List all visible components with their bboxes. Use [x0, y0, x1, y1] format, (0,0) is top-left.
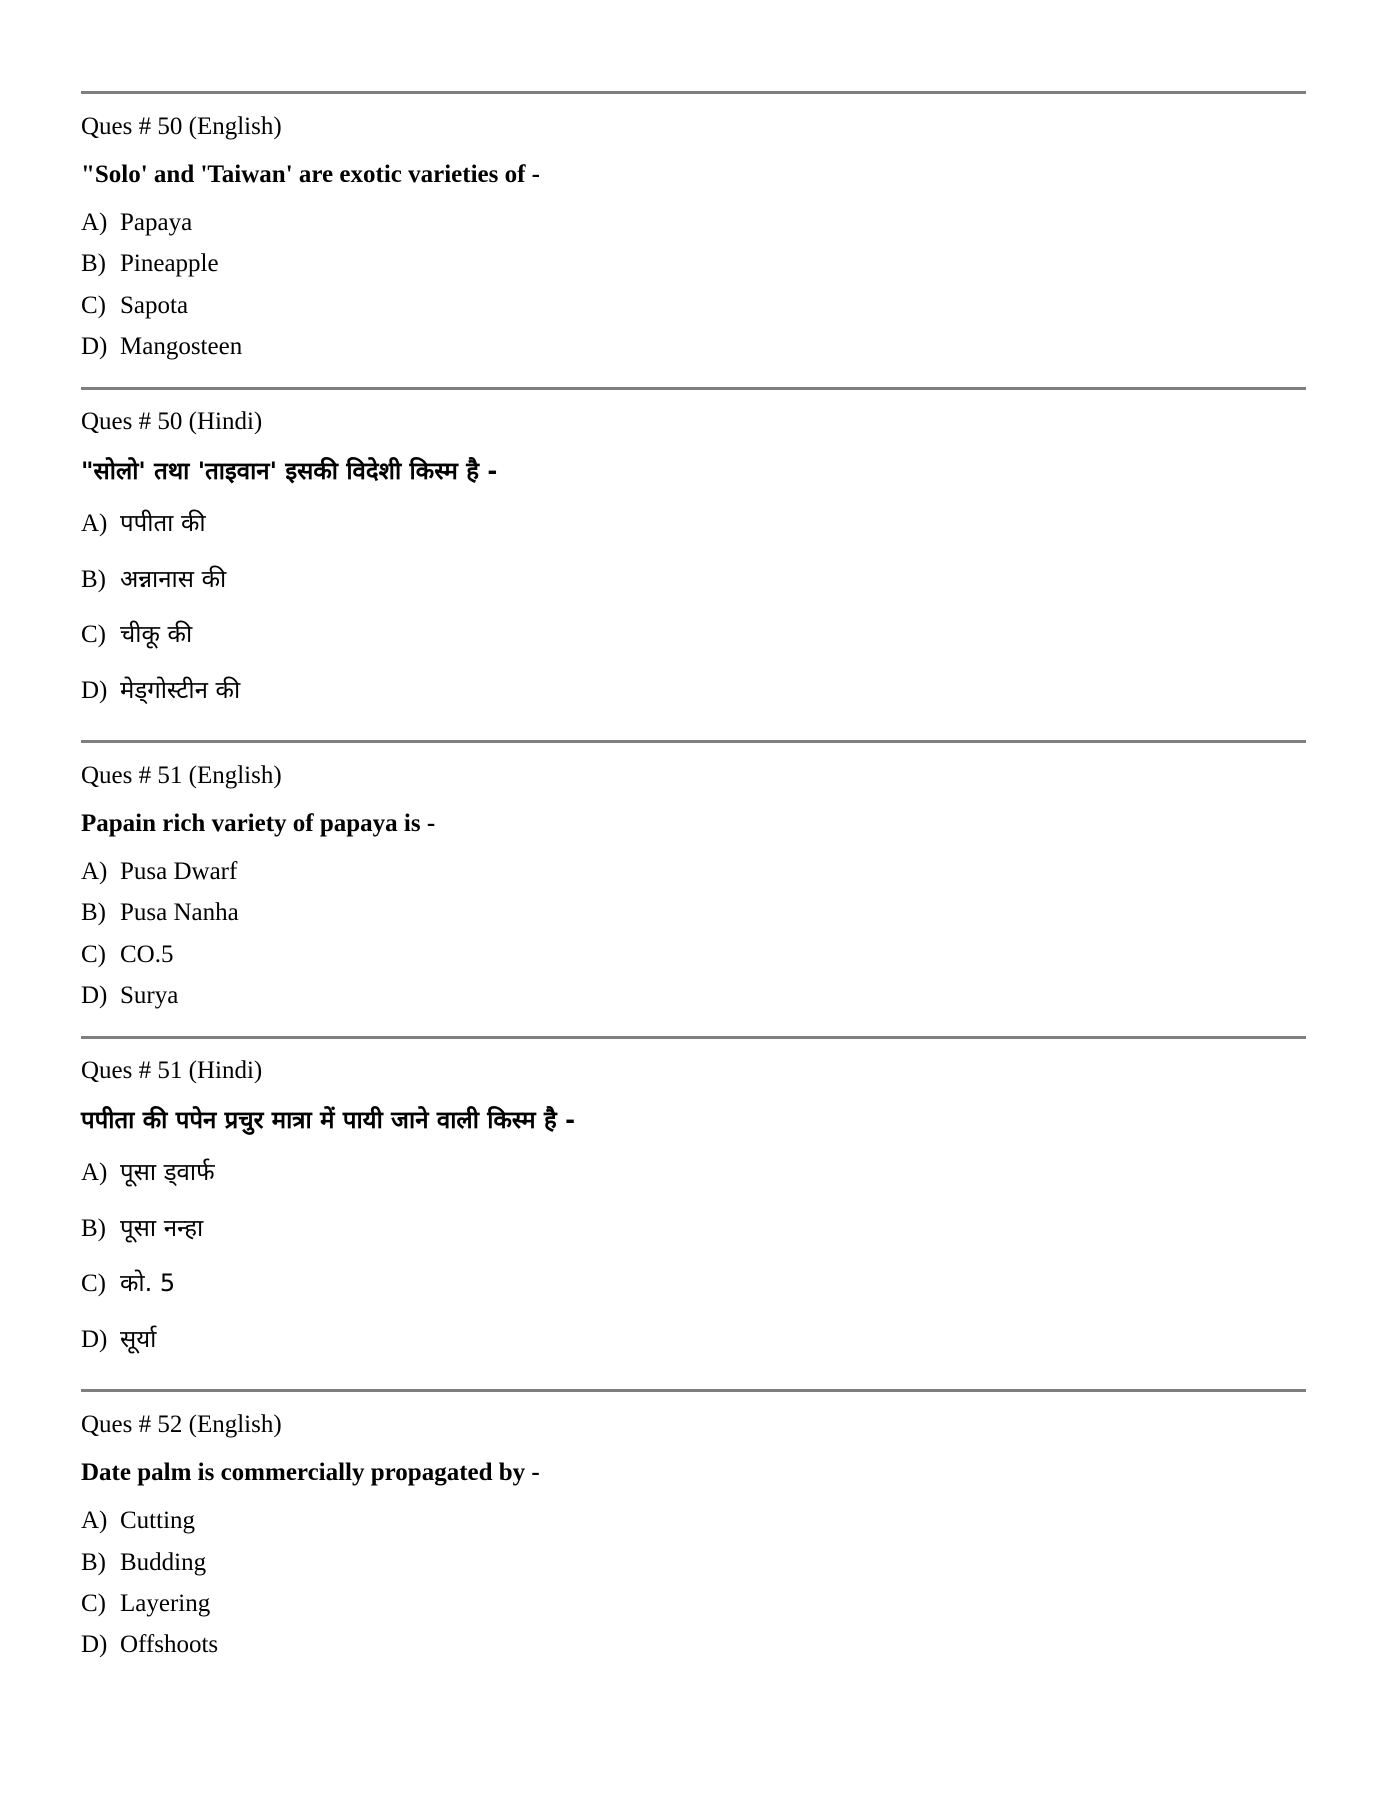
option-c [81, 940, 1306, 981]
option-text: Layering [120, 1589, 211, 1617]
question-text: "सोलो' तथा 'ताइवान' इसकी विदेशी किस्म है - [81, 457, 498, 486]
question-header: Ques # 51 (English) [81, 762, 282, 790]
option-letter: A) [81, 209, 108, 236]
option-b [81, 249, 1306, 290]
option-list [81, 1506, 1306, 1685]
option-text: Pusa Nanha [120, 899, 239, 927]
option-d [81, 332, 1306, 373]
option-letter: A) [81, 510, 108, 538]
option-text: Surya [120, 982, 179, 1010]
option-c [81, 617, 1306, 673]
option-a [81, 857, 1306, 898]
option-text: मेड्गोस्टीन की [120, 675, 241, 704]
question-block [81, 1036, 1306, 1389]
option-list [81, 506, 1306, 740]
option-text: पूसा ड्वार्फ [120, 1158, 215, 1187]
option-text: Pineapple [120, 250, 219, 278]
option-c [81, 1589, 1306, 1630]
option-letter: C) [81, 1589, 106, 1617]
question-header: Ques # 50 (Hindi) [81, 408, 263, 436]
question-text: "Solo' and 'Taiwan' are exotic varieties of - [81, 161, 540, 188]
option-b [81, 1548, 1306, 1589]
option-text: चीकू की [120, 620, 193, 649]
question-block [81, 740, 1306, 1036]
option-c [81, 291, 1306, 332]
option-letter: D) [81, 332, 108, 360]
option-letter: C) [81, 940, 106, 968]
option-letter: C) [81, 1270, 106, 1298]
question-text: Date palm is commercially propagated by - [81, 1459, 540, 1487]
option-text: Papaya [120, 209, 193, 236]
option-letter: A) [81, 858, 108, 886]
question-text: Papain rich variety of papaya is - [81, 810, 436, 838]
option-text: पूसा नन्हा [120, 1213, 204, 1242]
question-header: Ques # 51 (Hindi) [81, 1057, 263, 1085]
option-text: Offshoots [120, 1631, 219, 1659]
option-text: Budding [120, 1548, 207, 1576]
option-letter: A) [81, 1159, 108, 1187]
option-text: Pusa Dwarf [120, 858, 238, 886]
option-text: Mangosteen [120, 332, 243, 360]
option-letter: B) [81, 565, 106, 593]
option-letter: B) [81, 899, 106, 927]
option-text: Sapota [120, 291, 189, 319]
question-header: Ques # 52 (English) [81, 1411, 282, 1439]
option-d [81, 1322, 1306, 1378]
option-text: अन्नानास की [120, 564, 227, 593]
option-letter: B) [81, 250, 106, 278]
option-letter: D) [81, 1631, 108, 1659]
option-a [81, 1155, 1306, 1211]
option-a [81, 1506, 1306, 1547]
option-a [81, 506, 1306, 562]
option-a [81, 208, 1306, 249]
option-list [81, 208, 1306, 387]
option-text: को. 5 [120, 1269, 176, 1298]
option-list [81, 857, 1306, 1036]
option-letter: C) [81, 621, 106, 649]
option-text: Cutting [120, 1507, 196, 1535]
question-block [81, 387, 1306, 740]
option-text: पपीता की [120, 509, 206, 538]
question-header: Ques # 50 (English) [81, 113, 282, 140]
option-d [81, 673, 1306, 729]
question-sheet [81, 91, 1306, 1686]
option-letter: B) [81, 1548, 106, 1576]
option-b [81, 562, 1306, 618]
question-block [81, 1389, 1306, 1685]
option-letter: D) [81, 982, 108, 1010]
option-text: सूर्या [120, 1324, 157, 1353]
option-c [81, 1266, 1306, 1322]
option-d [81, 1630, 1306, 1671]
option-letter: C) [81, 291, 106, 319]
option-b [81, 898, 1306, 939]
option-list [81, 1155, 1306, 1389]
option-text: CO.5 [120, 940, 174, 968]
option-letter: D) [81, 1325, 108, 1353]
question-text: पपीता की पपेन प्रचुर मात्रा में पायी जाने वाली किस्म है - [81, 1106, 576, 1135]
option-letter: A) [81, 1507, 108, 1535]
question-block [81, 91, 1306, 387]
option-d [81, 981, 1306, 1022]
option-letter: B) [81, 1214, 106, 1242]
option-letter: D) [81, 676, 108, 704]
option-b [81, 1211, 1306, 1267]
